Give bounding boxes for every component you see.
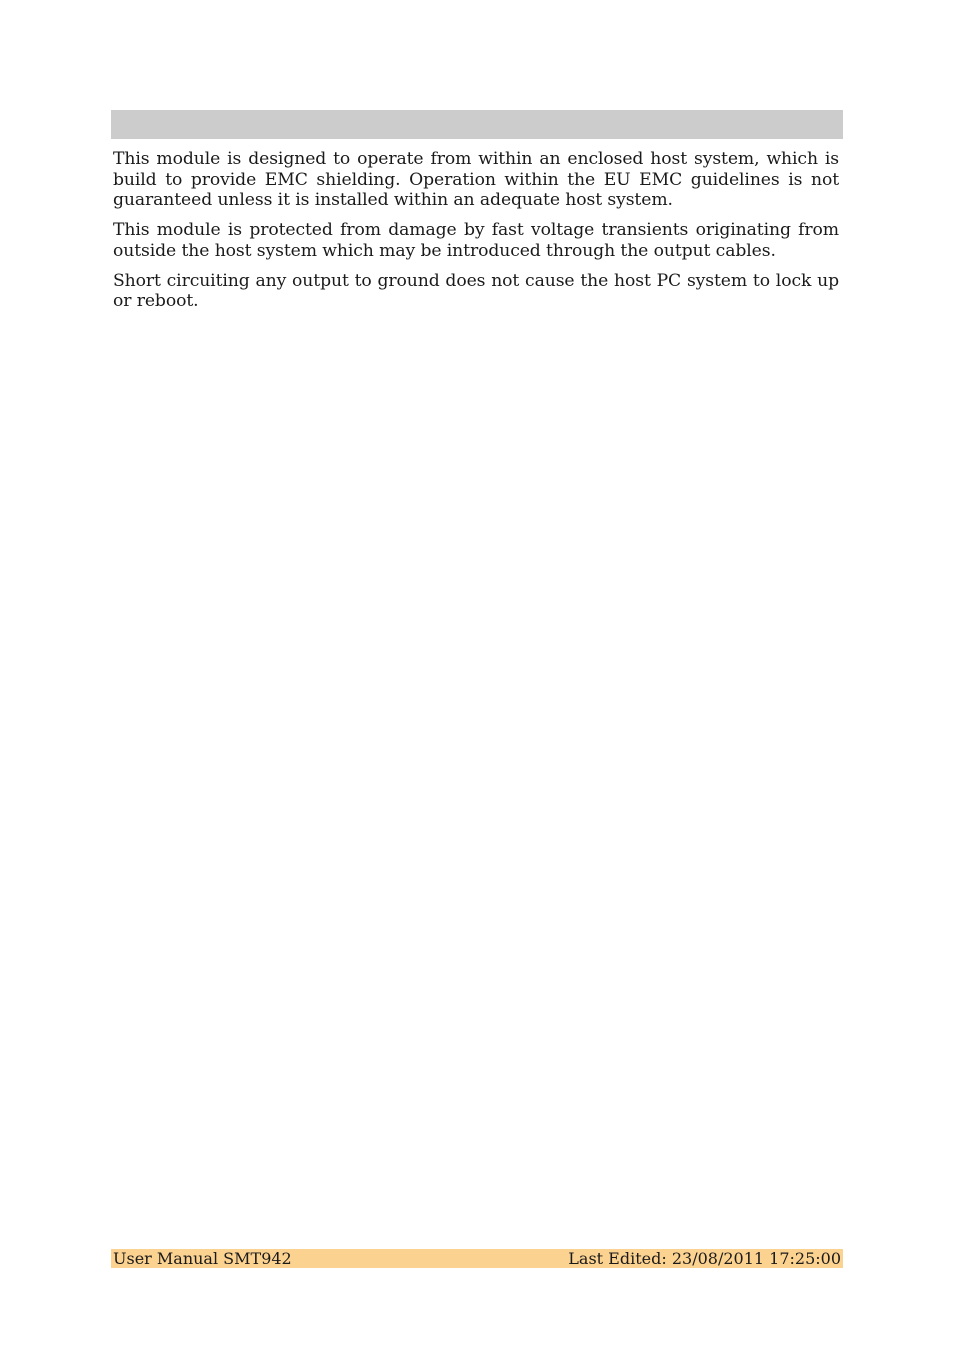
section-header-bar bbox=[111, 110, 843, 139]
page-footer bbox=[111, 1249, 843, 1268]
paragraph-short-circuit: Short circuiting any output to ground does not cause the host PC system to lock up or reboot. bbox=[113, 270, 839, 312]
paragraph-emc-shielding: This module is designed to operate from within an enclosed host system, which is build to provide EMC shielding. Operation within the EU EMC guidelines is not guaranteed unless it is installed within an adequate host system. bbox=[113, 149, 839, 211]
footer-manual-title: User Manual SMT942 bbox=[113, 1249, 292, 1268]
footer-last-edited: Last Edited: 23/08/2011 17:25:00 bbox=[568, 1249, 841, 1268]
body-content bbox=[113, 149, 839, 321]
paragraph-transient-protection: This module is protected from damage by fast voltage transients originating from outside the host system which may be introduced through the output cables. bbox=[113, 220, 839, 261]
